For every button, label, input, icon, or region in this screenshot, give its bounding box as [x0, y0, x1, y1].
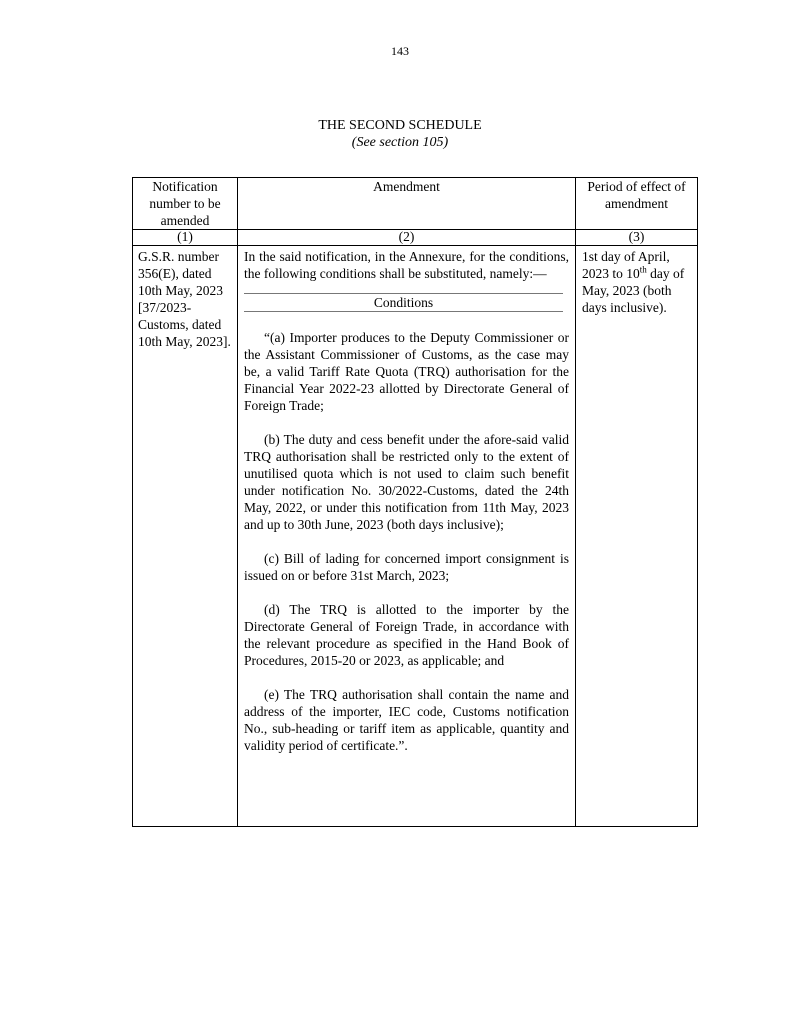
page-number: 143 [391, 44, 409, 58]
period-superscript: th [639, 264, 647, 275]
column-number-3: (3) [576, 230, 698, 246]
header-amendment: Amendment [238, 178, 576, 230]
table-row [133, 246, 698, 827]
schedule-table [132, 177, 698, 827]
period-cell [576, 246, 698, 827]
condition-item: (c) Bill of lading for concerned import consignment is issued on or before 31st March, 2023; [244, 551, 569, 583]
amendment-intro: In the said notification, in the Annexure, for the conditions, the following conditions shall be substituted, namely:— [244, 249, 569, 281]
condition-item: (b) The duty and cess benefit under the afore-said valid TRQ authorisation shall be restricted only to the extent of unutilised quota which is not used to claim such benefit under notification No. 30/2022-Customs, dated the 24th May, 2022, or under this notification from 11th May, 2023 and up to 30th June, 2023 (both days inclusive); [244, 432, 569, 532]
condition-item: (d) The TRQ is allotted to the importer by the Directorate General of Foreign Trade, in accordance with the relevant procedure as specified in the Hand Book of Procedures, 2015-20 or 2023, as applicable; and [244, 602, 569, 668]
schedule-title: THE SECOND SCHEDULE [318, 118, 482, 133]
period-end: day of May, 2023 (both days inclusive). [582, 266, 685, 315]
condition-item: (e) The TRQ authorisation shall contain the name and address of the importer, IEC code, Customs notification No., sub-heading or tariff item as applicable, quantity and validity period of certificate.”. [244, 687, 569, 753]
amendment-cell [238, 246, 576, 827]
notification-cell: G.S.R. number 356(E), dated 10th May, 2023 [37/2023-Customs, dated 10th May, 2023]. [133, 246, 238, 827]
header-period-of-effect: Period of effect of amendment [576, 178, 698, 230]
period-start: 1st day of April, 2023 to 10 [582, 249, 670, 281]
column-number-1: (1) [133, 230, 238, 246]
schedule-subtitle: (See section 105) [351, 135, 449, 150]
condition-item: “(a) Importer produces to the Deputy Commissioner or the Assistant Commissioner of Customs, as the case may be, a valid Tariff Rate Quota (TRQ) authorisation for the Financial Year 2022-23 allotted by Directorate General of Foreign Trade; [244, 330, 569, 413]
column-number-2: (2) [238, 230, 576, 246]
header-notification-number: Notification number to be amended [133, 178, 238, 230]
conditions-heading: Conditions [244, 293, 563, 312]
